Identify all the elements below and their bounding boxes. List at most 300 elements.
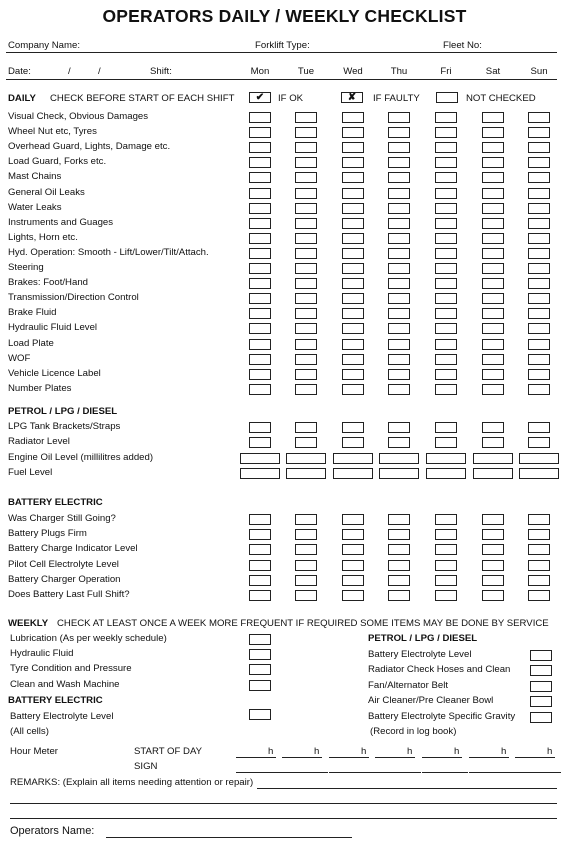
daily-checkbox[interactable] — [528, 384, 550, 395]
remarks-line[interactable] — [10, 818, 557, 819]
hour-unit: h — [501, 746, 507, 757]
daily-item-label: Hyd. Operation: Smooth - Lift/Lower/Tilt/Attach. — [8, 246, 209, 258]
sign-label: SIGN — [134, 761, 158, 772]
date-label: Date: — [8, 66, 31, 77]
daily-checkbox[interactable] — [342, 142, 364, 153]
start-of-day-label: START OF DAY — [134, 746, 203, 757]
daily-checkbox[interactable] — [482, 157, 504, 168]
daily-checkbox[interactable] — [342, 308, 364, 319]
daily-checkbox[interactable] — [342, 172, 364, 183]
daily-checkbox[interactable] — [435, 278, 457, 289]
daily-checkbox[interactable] — [482, 233, 504, 244]
daily-checkbox[interactable] — [249, 172, 271, 183]
petrol-checkbox[interactable] — [482, 422, 504, 433]
battery-checkbox[interactable] — [528, 575, 550, 586]
company-row-rule[interactable] — [6, 52, 557, 53]
battery-checkbox[interactable] — [528, 590, 550, 601]
not-checked-legend-box — [436, 92, 458, 103]
date-row-rule[interactable] — [6, 79, 557, 80]
sign-line[interactable] — [236, 772, 282, 773]
hour-unit: h — [407, 746, 413, 757]
petrol-value-field[interactable] — [286, 453, 326, 464]
daily-checkbox[interactable] — [295, 233, 317, 244]
daily-checkbox[interactable] — [295, 323, 317, 334]
daily-checkbox[interactable] — [249, 188, 271, 199]
battery-checkbox[interactable] — [435, 529, 457, 540]
weekly-checkbox[interactable] — [249, 634, 271, 645]
weekly-right-item-label: Air Cleaner/Pre Cleaner Bowl — [368, 695, 494, 707]
daily-checkbox[interactable] — [528, 142, 550, 153]
daily-checkbox[interactable] — [342, 278, 364, 289]
battery-checkbox[interactable] — [295, 590, 317, 601]
daily-checkbox[interactable] — [388, 127, 410, 138]
daily-checkbox[interactable] — [482, 308, 504, 319]
daily-checkbox[interactable] — [249, 263, 271, 274]
day-header-sun: Sun — [530, 66, 548, 77]
daily-checkbox[interactable] — [342, 218, 364, 229]
daily-item-label: Visual Check, Obvious Damages — [8, 111, 149, 122]
daily-checkbox[interactable] — [482, 369, 504, 380]
daily-checkbox[interactable] — [482, 142, 504, 153]
daily-checkbox[interactable] — [528, 172, 550, 183]
daily-checkbox[interactable] — [435, 323, 457, 334]
weekly-item-label: Lubrication (As per weekly schedule) — [10, 633, 167, 644]
date-separator: / — [68, 66, 71, 77]
petrol-checkbox[interactable] — [342, 422, 364, 433]
daily-checkbox[interactable] — [435, 233, 457, 244]
daily-checkbox[interactable] — [342, 323, 364, 334]
daily-checkbox[interactable] — [388, 172, 410, 183]
daily-checkbox[interactable] — [528, 354, 550, 365]
battery-checkbox[interactable] — [528, 529, 550, 540]
battery-checkbox[interactable] — [435, 514, 457, 525]
daily-checkbox[interactable] — [482, 293, 504, 304]
battery-checkbox[interactable] — [482, 544, 504, 555]
daily-item-label: Brake Fluid — [8, 307, 57, 319]
petrol-item-label: Engine Oil Level (millilitres added) — [8, 451, 154, 463]
daily-checkbox[interactable] — [435, 188, 457, 199]
daily-checkbox[interactable] — [388, 354, 410, 365]
remarks-line[interactable] — [10, 803, 557, 804]
daily-checkbox[interactable] — [435, 248, 457, 259]
daily-checkbox[interactable] — [388, 157, 410, 168]
daily-checkbox[interactable] — [482, 339, 504, 350]
petrol-item-label: LPG Tank Brackets/Straps — [8, 421, 121, 432]
weekly-battery-checkbox[interactable] — [249, 709, 271, 720]
weekly-right-checkbox[interactable] — [530, 665, 552, 676]
daily-checkbox[interactable] — [249, 384, 271, 395]
battery-checkbox[interactable] — [342, 529, 364, 540]
battery-checkbox[interactable] — [435, 590, 457, 601]
daily-checkbox[interactable] — [528, 323, 550, 334]
petrol-value-field[interactable] — [286, 468, 326, 479]
battery-item-label: Battery Charge Indicator Level — [8, 543, 138, 555]
daily-checkbox[interactable] — [249, 293, 271, 304]
daily-checkbox[interactable] — [342, 112, 364, 123]
daily-item-label: Wheel Nut etc, Tyres — [8, 126, 97, 138]
daily-checkbox[interactable] — [295, 203, 317, 214]
daily-checkbox[interactable] — [388, 188, 410, 199]
battery-checkbox[interactable] — [482, 590, 504, 601]
daily-checkbox[interactable] — [249, 233, 271, 244]
weekly-checkbox[interactable] — [249, 680, 271, 691]
petrol-checkbox[interactable] — [482, 437, 504, 448]
battery-checkbox[interactable] — [482, 560, 504, 571]
daily-checkbox[interactable] — [342, 354, 364, 365]
petrol-value-field[interactable] — [240, 453, 280, 464]
petrol-value-field[interactable] — [240, 468, 280, 479]
daily-checkbox[interactable] — [249, 369, 271, 380]
weekly-item-label: Clean and Wash Machine — [10, 678, 120, 690]
weekly-right-checkbox[interactable] — [530, 696, 552, 707]
daily-checkbox[interactable] — [249, 157, 271, 168]
daily-checkbox[interactable] — [342, 233, 364, 244]
daily-checkbox[interactable] — [388, 278, 410, 289]
battery-checkbox[interactable] — [295, 575, 317, 586]
daily-checkbox[interactable] — [482, 218, 504, 229]
daily-item-label: Mast Chains — [8, 171, 62, 183]
daily-checkbox[interactable] — [528, 127, 550, 138]
daily-checkbox[interactable] — [528, 233, 550, 244]
daily-checkbox[interactable] — [295, 218, 317, 229]
daily-checkbox[interactable] — [482, 172, 504, 183]
daily-checkbox[interactable] — [528, 278, 550, 289]
daily-checkbox[interactable] — [342, 339, 364, 350]
daily-item-label: General Oil Leaks — [8, 186, 85, 198]
battery-checkbox[interactable] — [388, 514, 410, 525]
daily-heading: DAILY — [8, 93, 36, 104]
battery-checkbox[interactable] — [249, 544, 271, 555]
battery-checkbox[interactable] — [528, 544, 550, 555]
battery-checkbox[interactable] — [295, 529, 317, 540]
daily-checkbox[interactable] — [528, 263, 550, 274]
petrol-value-field[interactable] — [473, 468, 513, 479]
daily-checkbox[interactable] — [388, 308, 410, 319]
day-header-thu: Thu — [390, 66, 408, 77]
daily-instruction: CHECK BEFORE START OF EACH SHIFT — [50, 93, 235, 104]
daily-checkbox[interactable] — [482, 127, 504, 138]
daily-checkbox[interactable] — [388, 263, 410, 274]
battery-item-label: Battery Plugs Firm — [8, 528, 87, 540]
battery-item-label: Pilot Cell Electrolyte Level — [8, 558, 119, 570]
faulty-legend-label: IF FAULTY — [373, 93, 420, 104]
petrol-checkbox[interactable] — [388, 422, 410, 433]
daily-checkbox[interactable] — [249, 203, 271, 214]
daily-checkbox[interactable] — [435, 308, 457, 319]
weekly-battery-note: (All cells) — [10, 726, 49, 737]
daily-checkbox[interactable] — [342, 263, 364, 274]
hour-unit: h — [268, 746, 274, 757]
sign-line[interactable] — [422, 772, 468, 773]
operators-name-label: Operators Name: — [10, 825, 95, 837]
daily-checkbox[interactable] — [482, 188, 504, 199]
battery-checkbox[interactable] — [342, 514, 364, 525]
daily-checkbox[interactable] — [528, 248, 550, 259]
daily-checkbox[interactable] — [482, 248, 504, 259]
daily-checkbox[interactable] — [528, 203, 550, 214]
weekly-checkbox[interactable] — [249, 649, 271, 660]
daily-checkbox[interactable] — [435, 263, 457, 274]
weekly-battery-heading: BATTERY ELECTRIC — [8, 695, 103, 706]
daily-checkbox[interactable] — [388, 218, 410, 229]
daily-checkbox[interactable] — [528, 218, 550, 229]
battery-checkbox[interactable] — [482, 575, 504, 586]
daily-checkbox[interactable] — [482, 263, 504, 274]
battery-checkbox[interactable] — [249, 575, 271, 586]
daily-checkbox[interactable] — [295, 369, 317, 380]
battery-checkbox[interactable] — [249, 560, 271, 571]
battery-checkbox[interactable] — [249, 590, 271, 601]
weekly-instruction: CHECK AT LEAST ONCE A WEEK MORE FREQUENT IF REQUIRED SOME ITEMS MAY BE DONE BY SERVICE — [57, 618, 549, 629]
daily-item-label: Instruments and Guages — [8, 216, 114, 228]
battery-checkbox[interactable] — [482, 529, 504, 540]
daily-checkbox[interactable] — [435, 203, 457, 214]
daily-checkbox[interactable] — [342, 293, 364, 304]
petrol-value-field[interactable] — [426, 453, 466, 464]
daily-checkbox[interactable] — [342, 203, 364, 214]
sign-line[interactable] — [469, 772, 515, 773]
daily-checkbox[interactable] — [388, 112, 410, 123]
daily-checkbox[interactable] — [528, 308, 550, 319]
daily-checkbox[interactable] — [295, 188, 317, 199]
remarks-line[interactable] — [257, 788, 557, 789]
petrol-value-field[interactable] — [519, 468, 559, 479]
daily-checkbox[interactable] — [249, 127, 271, 138]
daily-checkbox[interactable] — [295, 127, 317, 138]
daily-checkbox[interactable] — [295, 354, 317, 365]
daily-checkbox[interactable] — [435, 112, 457, 123]
daily-checkbox[interactable] — [388, 384, 410, 395]
hour-unit: h — [454, 746, 460, 757]
battery-checkbox[interactable] — [388, 590, 410, 601]
company-name-label: Company Name: — [8, 40, 80, 51]
daily-checkbox[interactable] — [295, 339, 317, 350]
hour-unit: h — [314, 746, 320, 757]
daily-checkbox[interactable] — [249, 142, 271, 153]
fleet-no-label: Fleet No: — [443, 40, 482, 51]
battery-checkbox[interactable] — [435, 544, 457, 555]
daily-checkbox[interactable] — [528, 112, 550, 123]
daily-checkbox[interactable] — [435, 293, 457, 304]
battery-checkbox[interactable] — [295, 560, 317, 571]
day-header-mon: Mon — [250, 66, 270, 77]
daily-checkbox[interactable] — [249, 354, 271, 365]
daily-item-label: Brakes: Foot/Hand — [8, 277, 88, 289]
daily-checkbox[interactable] — [482, 354, 504, 365]
daily-checkbox[interactable] — [435, 384, 457, 395]
day-header-sat: Sat — [485, 66, 501, 77]
daily-checkbox[interactable] — [249, 112, 271, 123]
daily-checkbox[interactable] — [435, 157, 457, 168]
petrol-checkbox[interactable] — [249, 437, 271, 448]
daily-checkbox[interactable] — [482, 203, 504, 214]
daily-item-label: Steering — [8, 262, 44, 273]
daily-checkbox[interactable] — [249, 308, 271, 319]
daily-checkbox[interactable] — [342, 248, 364, 259]
daily-checkbox[interactable] — [388, 203, 410, 214]
weekly-right-item-label: Battery Electrolyte Level — [368, 649, 472, 660]
sign-line[interactable] — [515, 772, 561, 773]
daily-checkbox[interactable] — [295, 278, 317, 289]
daily-item-label: Hydraulic Fluid Level — [8, 322, 98, 334]
daily-checkbox[interactable] — [249, 218, 271, 229]
battery-checkbox[interactable] — [388, 560, 410, 571]
petrol-checkbox[interactable] — [528, 437, 550, 448]
page-title: OPERATORS DAILY / WEEKLY CHECKLIST — [102, 6, 467, 26]
shift-label: Shift: — [150, 66, 172, 77]
weekly-right-checkbox[interactable] — [530, 650, 552, 661]
daily-item-label: Lights, Horn etc. — [8, 231, 78, 243]
battery-item-label: Battery Charger Operation — [8, 573, 121, 585]
daily-checkbox[interactable] — [295, 157, 317, 168]
petrol-checkbox[interactable] — [295, 422, 317, 433]
daily-checkbox[interactable] — [388, 248, 410, 259]
daily-checkbox[interactable] — [528, 293, 550, 304]
battery-checkbox[interactable] — [528, 514, 550, 525]
battery-checkbox[interactable] — [482, 514, 504, 525]
daily-checkbox[interactable] — [528, 369, 550, 380]
petrol-item-label: Fuel Level — [8, 466, 53, 478]
daily-checkbox[interactable] — [388, 142, 410, 153]
daily-item-label: Transmission/Direction Control — [8, 292, 139, 304]
battery-checkbox[interactable] — [342, 544, 364, 555]
battery-heading: BATTERY ELECTRIC — [8, 497, 103, 508]
daily-checkbox[interactable] — [295, 142, 317, 153]
petrol-value-field[interactable] — [379, 453, 419, 464]
battery-checkbox[interactable] — [342, 560, 364, 571]
weekly-right-item-label: Radiator Check Hoses and Clean — [368, 664, 511, 676]
not-checked-legend-label: NOT CHECKED — [466, 93, 536, 104]
daily-checkbox[interactable] — [295, 248, 317, 259]
weekly-right-item-label: Fan/Alternator Belt — [368, 679, 448, 691]
petrol-value-field[interactable] — [333, 468, 373, 479]
daily-checkbox[interactable] — [482, 112, 504, 123]
day-header-tue: Tue — [297, 66, 315, 77]
petrol-checkbox[interactable] — [528, 422, 550, 433]
daily-checkbox[interactable] — [482, 278, 504, 289]
petrol-checkbox[interactable] — [435, 422, 457, 433]
daily-item-label: Overhead Guard, Lights, Damage etc. — [8, 141, 171, 153]
daily-item-label: Vehicle Licence Label — [8, 367, 101, 379]
petrol-value-field[interactable] — [426, 468, 466, 479]
daily-checkbox[interactable] — [528, 157, 550, 168]
daily-checkbox[interactable] — [482, 384, 504, 395]
battery-checkbox[interactable] — [295, 514, 317, 525]
petrol-value-field[interactable] — [333, 453, 373, 464]
daily-checkbox[interactable] — [388, 323, 410, 334]
daily-checkbox[interactable] — [435, 369, 457, 380]
sign-line[interactable] — [282, 772, 328, 773]
daily-item-label: Number Plates — [8, 382, 72, 394]
daily-item-label: Load Plate — [8, 337, 54, 349]
daily-checkbox[interactable] — [342, 157, 364, 168]
petrol-checkbox[interactable] — [342, 437, 364, 448]
petrol-checkbox[interactable] — [249, 422, 271, 433]
remarks-label: REMARKS: (Explain all items needing attention or repair) — [10, 777, 254, 788]
daily-item-label: Load Guard, Forks etc. — [8, 156, 107, 168]
daily-checkbox[interactable] — [388, 369, 410, 380]
battery-checkbox[interactable] — [528, 560, 550, 571]
daily-checkbox[interactable] — [295, 112, 317, 123]
daily-checkbox[interactable] — [295, 308, 317, 319]
daily-checkbox[interactable] — [435, 142, 457, 153]
daily-checkbox[interactable] — [482, 323, 504, 334]
day-header-wed: Wed — [343, 66, 363, 77]
daily-checkbox[interactable] — [388, 339, 410, 350]
battery-checkbox[interactable] — [435, 575, 457, 586]
daily-checkbox[interactable] — [295, 172, 317, 183]
operators-name-line[interactable] — [106, 837, 352, 838]
daily-checkbox[interactable] — [295, 263, 317, 274]
daily-checkbox[interactable] — [249, 278, 271, 289]
petrol-checkbox[interactable] — [295, 437, 317, 448]
ok-legend-box: ✔ — [249, 92, 271, 103]
hour-unit: h — [361, 746, 367, 757]
battery-checkbox[interactable] — [342, 590, 364, 601]
daily-checkbox[interactable] — [295, 384, 317, 395]
daily-checkbox[interactable] — [249, 323, 271, 334]
battery-checkbox[interactable] — [388, 575, 410, 586]
weekly-right-checkbox[interactable] — [530, 681, 552, 692]
daily-checkbox[interactable] — [249, 248, 271, 259]
daily-checkbox[interactable] — [388, 233, 410, 244]
weekly-checkbox[interactable] — [249, 664, 271, 675]
forklift-type-label: Forklift Type: — [255, 40, 310, 51]
petrol-value-field[interactable] — [379, 468, 419, 479]
daily-checkbox[interactable] — [528, 339, 550, 350]
sign-line[interactable] — [329, 772, 375, 773]
daily-item-label: WOF — [8, 352, 31, 364]
daily-checkbox[interactable] — [342, 369, 364, 380]
daily-checkbox[interactable] — [435, 218, 457, 229]
battery-checkbox[interactable] — [249, 514, 271, 525]
petrol-value-field[interactable] — [519, 453, 559, 464]
petrol-checkbox[interactable] — [435, 437, 457, 448]
battery-item-label: Was Charger Still Going? — [8, 513, 116, 524]
weekly-right-item-label: Battery Electrolyte Specific Gravity — [368, 710, 516, 722]
weekly-petrol-heading: PETROL / LPG / DIESEL — [368, 633, 478, 644]
daily-checkbox[interactable] — [249, 339, 271, 350]
weekly-right-checkbox[interactable] — [530, 712, 552, 723]
faulty-legend-box: ✘ — [341, 92, 363, 103]
daily-checkbox[interactable] — [342, 188, 364, 199]
battery-checkbox[interactable] — [388, 529, 410, 540]
date-separator: / — [98, 66, 101, 77]
daily-checkbox[interactable] — [435, 354, 457, 365]
daily-checkbox[interactable] — [528, 188, 550, 199]
sign-line[interactable] — [375, 772, 421, 773]
ok-legend-label: IF OK — [278, 93, 304, 104]
daily-checkbox[interactable] — [295, 293, 317, 304]
daily-checkbox[interactable] — [435, 127, 457, 138]
daily-item-label: Water Leaks — [8, 201, 62, 213]
daily-checkbox[interactable] — [435, 172, 457, 183]
battery-checkbox[interactable] — [342, 575, 364, 586]
daily-checkbox[interactable] — [342, 127, 364, 138]
battery-checkbox[interactable] — [249, 529, 271, 540]
battery-checkbox[interactable] — [435, 560, 457, 571]
petrol-value-field[interactable] — [473, 453, 513, 464]
battery-checkbox[interactable] — [388, 544, 410, 555]
battery-checkbox[interactable] — [295, 544, 317, 555]
daily-checkbox[interactable] — [435, 339, 457, 350]
daily-checkbox[interactable] — [342, 384, 364, 395]
battery-item-label: Does Battery Last Full Shift? — [8, 589, 130, 600]
weekly-item-label: Hydraulic Fluid — [10, 648, 74, 660]
petrol-checkbox[interactable] — [388, 437, 410, 448]
petrol-heading: PETROL / LPG / DIESEL — [8, 406, 118, 417]
daily-checkbox[interactable] — [388, 293, 410, 304]
